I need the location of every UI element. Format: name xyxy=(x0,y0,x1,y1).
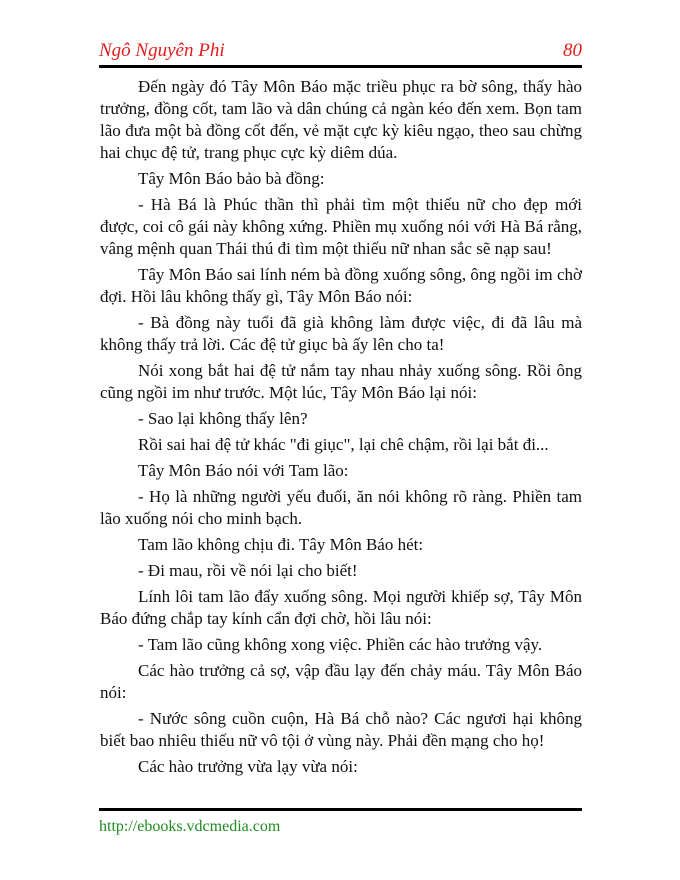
body-paragraph: - Đi mau, rồi về nói lại cho biết! xyxy=(138,561,358,580)
body-paragraph: - Bà đồng này tuổi đã già không làm được việc, đi đã lâu mà không thấy trả lời. Các đệ tử giục bà ấy lên cho ta! xyxy=(100,313,582,354)
body-paragraph: Lính lôi tam lão đẩy xuống sông. Mọi người khiếp sợ, Tây Môn Báo đứng chắp tay kính cẩn đợi chờ, hồi lâu nói: xyxy=(100,587,582,628)
body-paragraph: Rồi sai hai đệ tử khác "đi giục", lại chê chậm, rồi lại bắt đi... xyxy=(138,435,549,454)
body-paragraph: Tây Môn Báo bảo bà đồng: xyxy=(138,169,325,188)
body-paragraph: - Hà Bá là Phúc thần thì phải tìm một thiếu nữ cho đẹp mới được, coi cô gái này không xứng. Phiền mụ xuống nói với Hà Bá rằng, vâng mệnh quan Thái thú đi tìm một thiếu nữ nhan sắc sẽ nạp sau! xyxy=(100,195,582,258)
header-author: Ngô Nguyên Phi xyxy=(99,40,225,61)
body-paragraph: - Sao lại không thấy lên? xyxy=(138,409,308,428)
page-footer xyxy=(99,808,582,836)
body-paragraph: Tây Môn Báo sai lính ném bà đồng xuống sông, ông ngồi im chờ đợi. Hồi lâu không thấy gì, Tây Môn Báo nói: xyxy=(100,265,582,306)
header-page-number: 80 xyxy=(563,40,582,61)
body-paragraph: Các hào trưởng vừa lạy vừa nói: xyxy=(138,757,358,776)
body-paragraph: Tây Môn Báo nói với Tam lão: xyxy=(138,461,349,480)
body-paragraph: - Nước sông cuồn cuộn, Hà Bá chỗ nào? Các ngươi hại không biết bao nhiêu thiếu nữ vô tội ở vùng này. Phải đền mạng cho họ! xyxy=(100,709,582,750)
body-paragraph: Các hào trưởng cả sợ, vập đầu lạy đến chảy máu. Tây Môn Báo nói: xyxy=(100,661,582,702)
page-header xyxy=(99,40,582,68)
body-paragraph: - Tam lão cũng không xong việc. Phiền các hào trưởng vậy. xyxy=(138,635,543,654)
page-body xyxy=(100,76,582,782)
body-paragraph: Nói xong bắt hai đệ tử nắm tay nhau nhảy xuống sông. Rồi ông cũng ngồi im như trước. Một lúc, Tây Môn Báo lại nói: xyxy=(100,361,582,402)
body-paragraph: - Họ là những người yếu đuối, ăn nói không rõ ràng. Phiền tam lão xuống nói cho minh bạch. xyxy=(100,487,582,528)
footer-url-link[interactable]: http://ebooks.vdcmedia.com xyxy=(99,818,281,835)
body-paragraph: Đến ngày đó Tây Môn Báo mặc triều phục ra bờ sông, thấy hào trưởng, đồng cốt, tam lão và dân chúng cả ngàn kéo đến xem. Bọn tam lão đưa một bà đồng cốt đến, vẻ mặt cực kỳ kiêu ngạo, theo sau chừng hai chục đệ tử, trang phục cực kỳ diêm dúa. xyxy=(100,77,582,162)
body-paragraph: Tam lão không chịu đi. Tây Môn Báo hét: xyxy=(138,535,424,554)
